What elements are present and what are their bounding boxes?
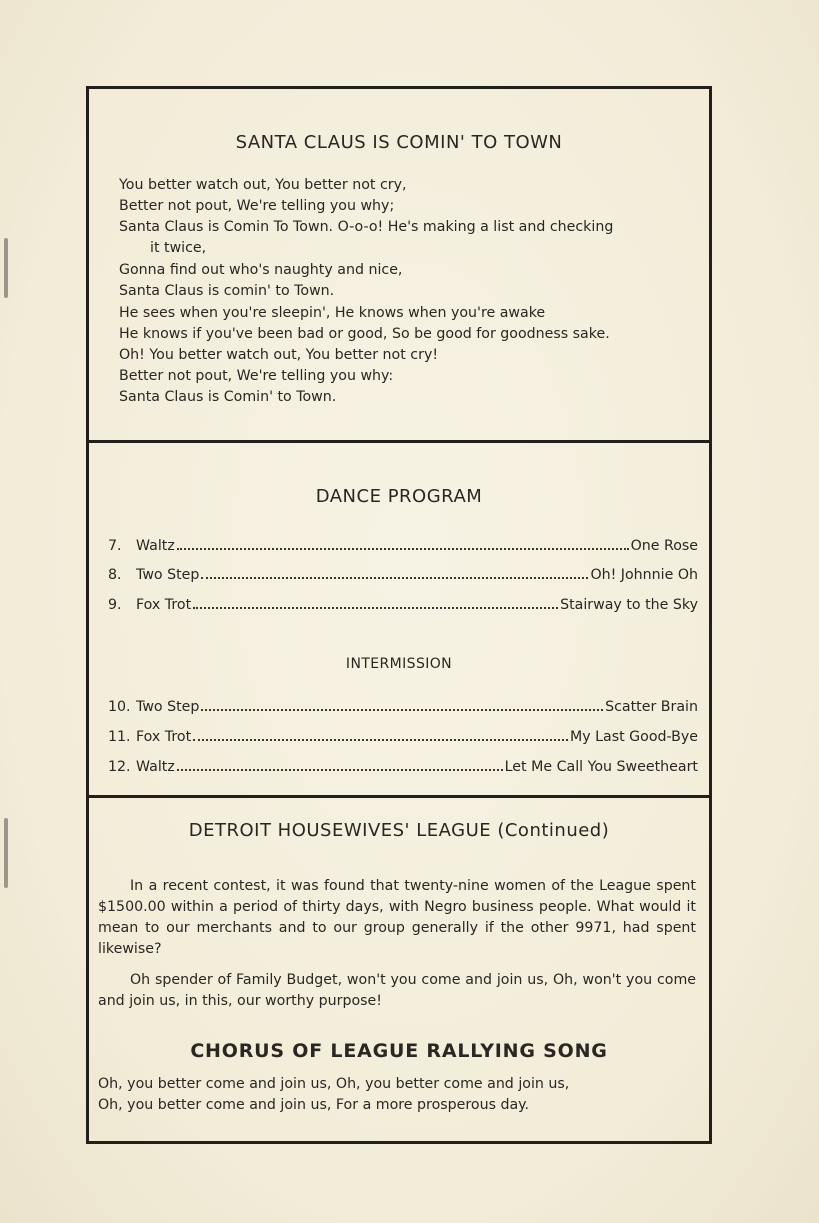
- lyric-line: He knows if you've been bad or good, So be good for goodness sake.: [119, 326, 610, 342]
- program-song: Stairway to the Sky: [560, 597, 698, 613]
- program-row: [108, 723, 698, 745]
- program-row: [108, 693, 698, 715]
- program-song: Scatter Brain: [605, 699, 698, 715]
- program-row: [108, 561, 698, 583]
- program-number: 9.: [108, 597, 122, 613]
- lyric-line: He sees when you're sleepin', He knows when you're awake: [119, 305, 546, 321]
- lyric-line: Better not pout, We're telling you why;: [119, 198, 395, 214]
- league-paragraph-1: [98, 876, 696, 960]
- program-song: Oh! Johnnie Oh: [590, 567, 698, 583]
- lyric-line: You better watch out, You better not cry,: [119, 177, 407, 193]
- dot-leader: [177, 548, 629, 550]
- program-number: 7.: [108, 538, 122, 554]
- chorus-line: Oh, you better come and join us, Oh, you better come and join us,: [98, 1076, 570, 1092]
- paragraph-text: In a recent contest, it was found that twenty-nine women of the League spent $1500.00 within a period of thirty days, with Negro business people. What would it mean to our merchants and to our group generally if the other 9971, had spent likewise?: [98, 878, 696, 957]
- program-number: 10.: [108, 699, 131, 715]
- program-row: [108, 753, 698, 775]
- program-number: 11.: [108, 729, 131, 745]
- intermission-label: INTERMISSION: [345, 656, 453, 672]
- program-row: [108, 591, 698, 613]
- league-paragraph-2: [98, 970, 696, 1012]
- lyric-line: Santa Claus is Comin To Town. O-o-o! He's making a list and checking: [119, 219, 614, 235]
- program-song: Let Me Call You Sweetheart: [504, 759, 698, 775]
- chorus-title: CHORUS OF LEAGUE RALLYING SONG: [190, 1040, 608, 1062]
- santa-title: SANTA CLAUS IS COMIN' TO TOWN: [235, 132, 563, 153]
- program-dance: Two Step: [136, 567, 200, 583]
- dot-leader: [193, 607, 558, 609]
- lyric-line: Oh! You better watch out, You better not cry!: [119, 347, 439, 363]
- staple-mark-top: [4, 238, 8, 298]
- program-row: [108, 532, 698, 554]
- dot-leader: [177, 769, 503, 771]
- league-title: DETROIT HOUSEWIVES' LEAGUE (Continued): [188, 820, 610, 841]
- lyric-line: it twice,: [150, 240, 207, 256]
- program-dance: Fox Trot: [136, 597, 192, 613]
- program-dance: Fox Trot: [136, 729, 192, 745]
- program-dance: Two Step: [136, 699, 200, 715]
- lyric-line: Santa Claus is comin' to Town.: [119, 283, 335, 299]
- section-divider-2: [86, 795, 712, 798]
- lyric-line: Better not pout, We're telling you why:: [119, 368, 394, 384]
- paragraph-text: Oh spender of Family Budget, won't you come and join us, Oh, won't you come and join us, in this, our worthy purpose!: [98, 972, 696, 1009]
- lyric-line: Santa Claus is Comin' to Town.: [119, 389, 337, 405]
- dance-program-title: DANCE PROGRAM: [315, 486, 483, 507]
- dot-leader: [193, 739, 568, 741]
- program-song: My Last Good-Bye: [569, 729, 698, 745]
- lyric-line: Gonna find out who's naughty and nice,: [119, 262, 403, 278]
- program-dance: Waltz: [136, 538, 175, 554]
- dot-leader: [201, 709, 603, 711]
- section-divider-1: [86, 440, 712, 443]
- program-dance: Waltz: [136, 759, 175, 775]
- chorus-line: Oh, you better come and join us, For a more prosperous day.: [98, 1097, 530, 1113]
- staple-mark-bottom: [4, 818, 8, 888]
- program-song: One Rose: [630, 538, 698, 554]
- program-number: 12.: [108, 759, 131, 775]
- dot-leader: [201, 577, 588, 579]
- program-number: 8.: [108, 567, 122, 583]
